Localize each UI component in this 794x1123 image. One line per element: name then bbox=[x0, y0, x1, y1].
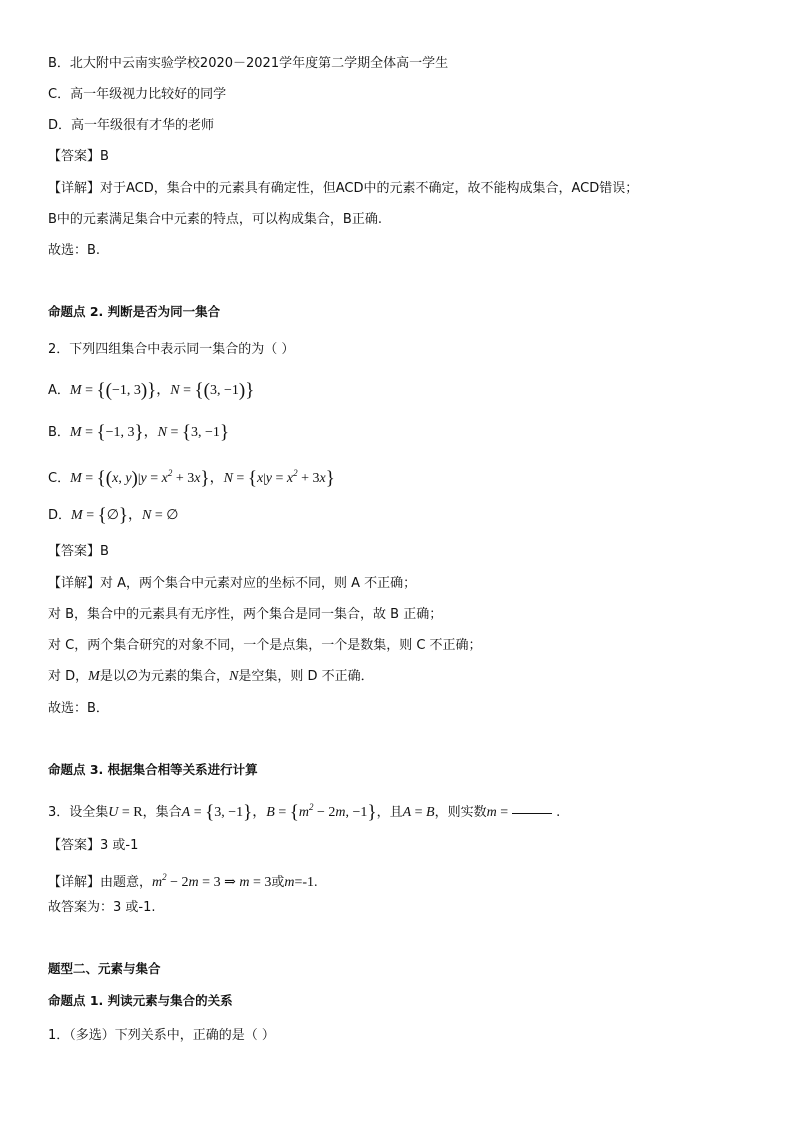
detail-d-text: 是空集，则 D 不正确． bbox=[238, 669, 374, 684]
question-3: 3．设全集U = R，集合A = {3, −1}，$B = \{m^2 - 2m$, −1}，且A = B，则实数m = . bbox=[48, 802, 561, 823]
detail-line-2: B中的元素满足集合中元素的特点，可以构成集合，B正确. bbox=[48, 212, 382, 227]
conclusion-2: 故选：B． bbox=[48, 701, 109, 716]
answer-3: 【答案】3 或-1 bbox=[48, 838, 139, 853]
question-2: 2．下列四组集合中表示同一集合的为（ ） bbox=[48, 342, 295, 357]
detail-a: 【详解】对 A，两个集合中元素对应的坐标不同，则 A 不正确； bbox=[48, 576, 417, 591]
question-1-new: 1．（多选）下列关系中，正确的是（ ） bbox=[48, 1028, 275, 1043]
option-label: B． bbox=[48, 425, 70, 440]
detail-text: 或 bbox=[271, 875, 285, 890]
detail-b: 对 B，集合中的元素具有无序性，两个集合是同一集合，故 B 正确； bbox=[48, 607, 443, 622]
option-label: A． bbox=[48, 383, 70, 398]
detail-d: 对 D，M是以∅为元素的集合，N是空集，则 D 不正确． bbox=[48, 669, 374, 684]
option-a: A．M = {(−1, 3)}，N = {(3, −1)} bbox=[48, 380, 255, 401]
option-b: B．北大附中云南实验学校2020－2021学年度第二学期全体高一学生 bbox=[48, 56, 449, 71]
answer-blank bbox=[512, 813, 552, 814]
detail-3: 【详解】由题意，$m^2 - 2m = 3$ ⇒ m = 3或m=-1. bbox=[48, 872, 318, 890]
part-title: 题型二、元素与集合 bbox=[48, 961, 161, 976]
detail-text: 【详解】由题意， bbox=[48, 875, 153, 890]
question-text: . bbox=[556, 805, 561, 820]
option-c-2: C．M = {(x, $y)|y = x^2 + 3x$}，$N = \{x|y = x^2 + 3x\}$ bbox=[48, 468, 335, 489]
question-text: 3．设全集 bbox=[48, 805, 109, 820]
answer-2: 【答案】B bbox=[48, 544, 109, 559]
option-b-2: B．M = {−1, 3}，N = {3, −1} bbox=[48, 422, 230, 443]
detail-d-text: 为元素的集合， bbox=[138, 669, 230, 684]
conclusion-3: 故答案为：3 或-1. bbox=[48, 900, 156, 915]
option-label: D． bbox=[48, 508, 72, 523]
detail-c: 对 C，两个集合研究的对象不同，一个是点集，一个是数集，则 C 不正确； bbox=[48, 638, 482, 653]
section-title: 命题点 1. 判读元素与集合的关系 bbox=[48, 993, 233, 1008]
detail-line-1: 【详解】对于ACD，集合中的元素具有确定性，但ACD中的元素不确定，故不能构成集合，ACD错误； bbox=[48, 181, 639, 196]
option-d-2: D．M = {∅}，N = ∅ bbox=[48, 505, 179, 526]
question-text: ，则实数 bbox=[434, 805, 487, 820]
option-label: C． bbox=[48, 471, 71, 486]
section-title: 命题点 2. 判断是否为同一集合 bbox=[48, 304, 221, 319]
conclusion: 故选：B. bbox=[48, 243, 101, 258]
question-text: ，集合 bbox=[142, 805, 182, 820]
detail-d-text: 是以 bbox=[99, 669, 126, 684]
option-d: D．高一年级很有才华的老师 bbox=[48, 118, 215, 133]
question-text: ，且 bbox=[376, 805, 403, 820]
section-title: 命题点 3. 根据集合相等关系进行计算 bbox=[48, 762, 258, 777]
option-c: C．高一年级视力比较好的同学 bbox=[48, 87, 227, 102]
detail-d-text: 对 D， bbox=[48, 669, 89, 684]
answer: 【答案】B bbox=[48, 149, 109, 164]
